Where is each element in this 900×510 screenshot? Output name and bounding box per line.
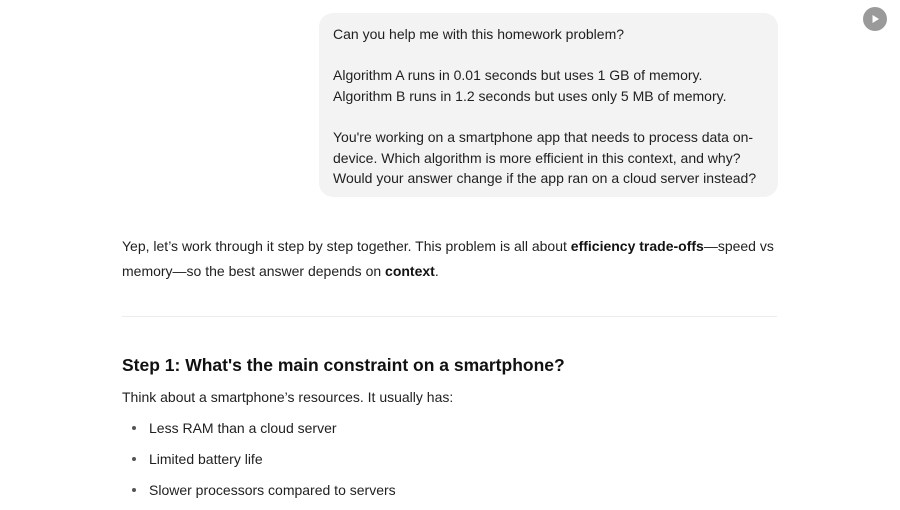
list-item-text: Limited battery life (149, 451, 263, 467)
step-1-heading: Step 1: What's the main constraint on a smartphone? (122, 355, 565, 375)
list-item-text: Slower processors compared to servers (149, 482, 396, 498)
intro-text: —speed vs memory—so the best answer depends on (122, 238, 774, 279)
section-divider (122, 316, 777, 317)
list-item (122, 479, 396, 510)
bullet-icon (132, 426, 136, 430)
bullet-icon (132, 488, 136, 492)
user-message-paragraph: You're working on a smartphone app that needs to process data on- device. Which algorithm is more efficient in this context, and why? Would your answer change if the app ran on a cloud server instead? (333, 128, 757, 187)
intro-text: Yep, let’s work through it step by step together. This problem is all about (122, 238, 571, 254)
list-item-text: Less RAM than a cloud server (149, 420, 337, 436)
intro-bold-efficiency: efficiency trade-offs (570, 238, 704, 254)
play-icon (869, 13, 881, 25)
list-item (122, 448, 396, 479)
step-1-intro: Think about a smartphone’s resources. It usually has: (122, 389, 454, 405)
play-button[interactable] (863, 7, 887, 31)
user-message-paragraph: Can you help me with this homework problem? (333, 26, 625, 42)
user-message-bubble (319, 13, 778, 197)
step-1-bullet-list (122, 417, 396, 510)
intro-bold-context: context (385, 262, 435, 279)
list-item (122, 417, 396, 448)
user-message-paragraph: Algorithm A runs in 0.01 seconds but uses 1 GB of memory. Algorithm B runs in 1.2 seconds but uses only 5 MB of memory. (333, 67, 727, 104)
intro-text: . (434, 262, 439, 279)
bullet-icon (132, 457, 136, 461)
assistant-intro (122, 234, 782, 283)
